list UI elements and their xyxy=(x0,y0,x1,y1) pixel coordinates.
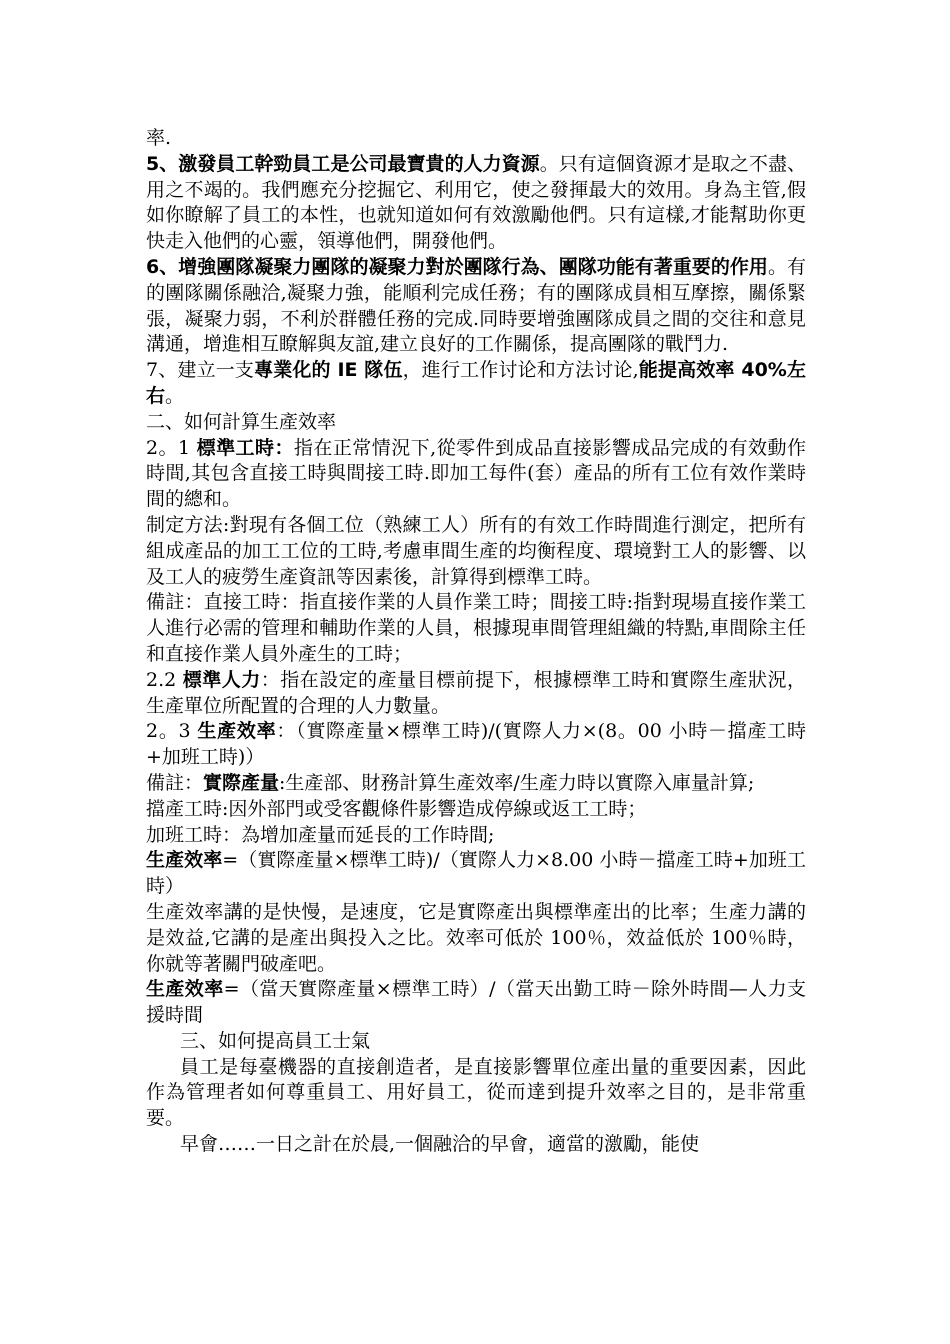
paragraph-standard-manpower xyxy=(146,668,806,720)
text-standard-hours: 指在正常情況下,從零件到成品直接影響成品完成的有效動作時間,其包含直接工時與間接工時.即加工每件(套）產品的所有工位有效作業時間的總和。 xyxy=(146,436,806,511)
text-team-cohesion: 。有的團隊關係融洽,凝聚力強，能順利完成任務；有的團隊成員相互摩擦，關係緊張，凝聚力弱，不利於群體任務的完成.同時要增強團隊成員之間的交往和意見溝通，增進相互瞭解與友誼,建立良好的工作關係，提高團隊的戰鬥力. xyxy=(146,255,806,356)
text-actual-output: :生產部、財務計算生產效率/生產力時以實際入庫量計算; xyxy=(279,771,755,794)
text-motivate-staff: 。只有這個資源才是取之不盡、用之不竭的。我們應充分挖掘它、利用它，使之發揮最大的效用。身為主管,假如你瞭解了員工的本性，也就知道如何有效激勵他們。只有這樣,才能幫助你更快走入他們的心靈，領導他們，開發他們。 xyxy=(146,152,806,253)
term-actual-output: 實際產量 xyxy=(203,771,280,794)
number-2-3: 2。3 xyxy=(146,720,198,743)
text-ie-team-e: 。 xyxy=(165,384,185,407)
paragraph-production-efficiency xyxy=(146,719,806,771)
term-production-efficiency: 生產效率 xyxy=(197,720,277,743)
paragraph-standard-hours xyxy=(146,436,806,513)
section-heading-morale: 三、如何提高員工士氣 xyxy=(180,1029,371,1052)
number-2-1: 2。1 xyxy=(146,436,197,459)
paragraph-employees: 員工是每臺機器的直接創造者，是直接影響單位產出量的重要因素，因此作為管理者如何尊重員工、用好員工，從而達到提升效率之目的，是非常重要。 xyxy=(146,1055,806,1130)
text-ie-team-c: ，進行工作讨论和方法讨论, xyxy=(402,359,639,382)
term-efficiency-1: 生產效率 xyxy=(146,849,223,872)
bold-ie-team: 專業化的 IE 隊伍 xyxy=(254,359,403,382)
formula-efficiency-2: =（當天實際產量×標準工時）/（當天出勤工時－除外時間—人力支援時間 xyxy=(146,978,806,1027)
paragraph-overtime-hours: 加班工時：為增加產量而延長的工作時間; xyxy=(146,823,495,846)
paragraph-downtime-hours: 擋產工時:因外部門或受客觀條件影響造成停線或返工工時； xyxy=(146,797,647,820)
paragraph-ie-team xyxy=(146,358,806,410)
document-body xyxy=(146,126,806,1158)
heading-motivate-staff: 5、激發員工幹勁員工是公司最寶貴的人力資源 xyxy=(146,152,540,175)
paragraph-motivate-staff xyxy=(146,152,806,255)
bold-efficiency-gain: 能提高效率 40%左右 xyxy=(146,359,807,407)
paragraph-efficiency-formula-2 xyxy=(146,977,806,1029)
text-ie-team-a: 7、建立一支 xyxy=(146,359,255,382)
paragraph-remark-hours: 備註：直接工時：指直接作業的人員作業工時；間接工時:指對現場直接作業工人進行必需的管理和輔助作業的人員，根據現車間管理組織的特點,車間除主任和直接作業人員外產生的工時； xyxy=(146,591,806,665)
paragraph-morning-meeting: 早會……一日之計在於晨,一個融洽的早會，適當的激勵，能使 xyxy=(180,1133,700,1156)
paragraph-remark-actual-output xyxy=(146,771,806,797)
label-remark: 備註： xyxy=(146,771,204,794)
number-2-2: 2.2 xyxy=(146,668,183,691)
term-standard-hours: 標準工時： xyxy=(196,436,294,459)
term-standard-manpower: 標準人力 xyxy=(182,668,261,691)
paragraph-fragment: 率. xyxy=(146,127,172,149)
paragraph-efficiency-formula-1 xyxy=(146,848,806,900)
heading-team-cohesion: 6、增強團隊凝聚力團隊的凝聚力對於團隊行為、團隊功能有著重要的作用 xyxy=(146,255,768,278)
paragraph-method: 制定方法:對現有各個工位（熟練工人）所有的有效工作時間進行測定，把所有組成產品的加工工位的工時,考慮車間生產的均衡程度、環境對工人的影響、以及工人的疲勞生產資訊等因素後，計算得到標準工時。 xyxy=(146,513,806,588)
formula-production-efficiency: ：（實際產量×標準工時)/(實際人力×(8。00 小時－擋產工時+加班工時)） xyxy=(146,720,806,769)
paragraph-team-cohesion xyxy=(146,255,806,358)
paragraph-efficiency-vs-productivity: 生產效率講的是快慢，是速度，它是實際產出與標準產出的比率；生產力講的是效益,它講的是產出與投入之比。效率可低於 100％，效益低於 100％時，你就等著關門破產吧。 xyxy=(146,900,806,975)
section-heading-calc-efficiency: 二、如何計算生產效率 xyxy=(146,410,337,433)
term-efficiency-2: 生產效率 xyxy=(146,978,224,1001)
formula-efficiency-1: =（實際產量×標準工時)/（實際人力×8.00 小時－擋產工時+加班工時） xyxy=(146,849,806,898)
text-standard-manpower: ：指在設定的產量目標前提下，根據標準工時和實際生產狀況，生產單位所配置的合理的人力數量。 xyxy=(146,668,806,717)
